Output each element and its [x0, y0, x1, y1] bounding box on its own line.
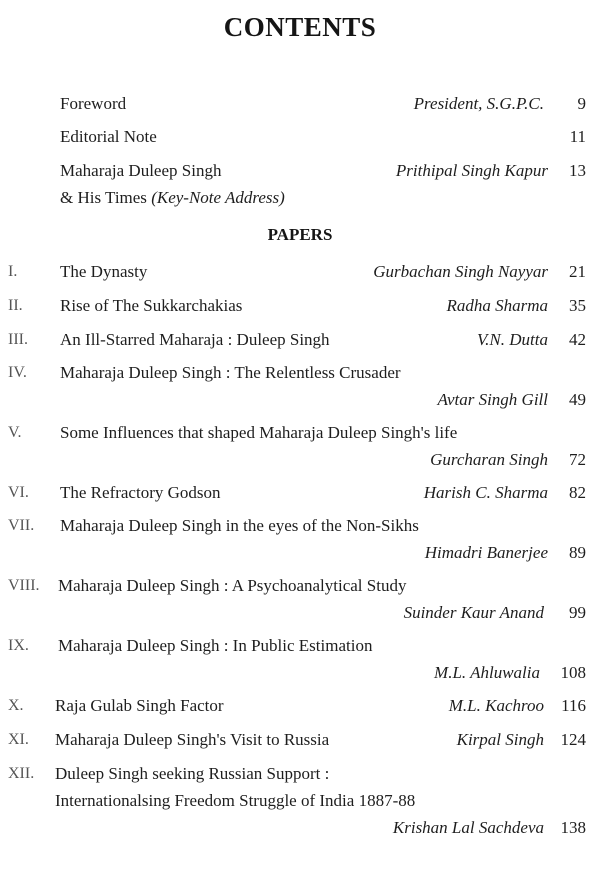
entry-title: Duleep Singh seeking Russian Support : — [55, 764, 330, 783]
entry-title: Editorial Note — [60, 127, 157, 146]
entry-number: IX. — [8, 637, 29, 654]
entry-title: The Refractory Godson — [60, 483, 221, 502]
entry-number: IV. — [8, 364, 27, 381]
entry-number: X. — [8, 697, 24, 714]
entry-page: 42 — [569, 330, 586, 349]
entry-page: 89 — [569, 543, 586, 562]
entry-number: II. — [8, 297, 23, 314]
toc-entry — [0, 574, 600, 598]
toc-entry — [0, 634, 600, 658]
entry-number: XI. — [8, 731, 29, 748]
entry-title: Maharaja Duleep Singh : The Relentless Crusader — [60, 363, 401, 382]
entry-title: Maharaja Duleep Singh's Visit to Russia — [55, 730, 330, 749]
toc-entry — [0, 92, 600, 116]
entry-title: Maharaja Duleep Singh in the eyes of the Non-Sikhs — [60, 516, 419, 535]
entry-number: VIII. — [8, 577, 40, 594]
entry-title: The Dynasty — [60, 262, 148, 281]
entry-author: Gurcharan Singh — [430, 450, 548, 469]
entry-number: III. — [8, 331, 28, 348]
entry-page: 108 — [560, 663, 586, 682]
entry-number: XII. — [8, 765, 35, 782]
entry-title-line2: & His Times — [60, 188, 147, 207]
section-heading: PAPERS — [267, 225, 333, 244]
entry-page: 138 — [560, 818, 586, 837]
entry-page: 9 — [577, 94, 586, 113]
entry-author: Prithipal Singh Kapur — [395, 161, 548, 180]
entry-page: 21 — [569, 262, 586, 281]
entry-author: V.N. Dutta — [476, 330, 548, 349]
entry-author: Himadri Banerjee — [424, 543, 548, 562]
entry-title: Raja Gulab Singh Factor — [55, 696, 224, 715]
toc-entry-continuation — [0, 186, 600, 210]
toc-entry-continuation — [0, 789, 600, 813]
toc-entry-author-line — [0, 541, 600, 565]
entry-author: Krishan Lal Sachdeva — [392, 818, 544, 837]
toc-entry — [0, 514, 600, 538]
entry-number: I. — [8, 263, 18, 280]
toc-entry — [0, 260, 600, 284]
entry-page: 72 — [569, 450, 586, 469]
entry-author: Kirpal Singh — [456, 730, 544, 749]
entry-title: Maharaja Duleep Singh : A Psychoanalytical Study — [58, 576, 407, 595]
toc-entry-author-line — [0, 661, 600, 685]
entry-page: 99 — [569, 603, 586, 622]
entry-page: 116 — [561, 696, 586, 715]
entry-author: Gurbachan Singh Nayyar — [373, 262, 548, 281]
toc-entry — [0, 159, 600, 183]
entry-author: M.L. Ahluwalia — [434, 663, 540, 682]
entry-page: 124 — [560, 730, 586, 749]
toc-entry — [0, 125, 600, 149]
entry-page: 11 — [569, 127, 586, 146]
entry-note: (Key-Note Address) — [151, 188, 285, 207]
entry-author: Suinder Kaur Anand — [403, 603, 544, 622]
entry-page: 13 — [569, 161, 586, 180]
toc-entry-author-line — [0, 388, 600, 412]
entry-title: Some Influences that shaped Maharaja Duleep Singh's life — [60, 423, 458, 442]
entry-page: 49 — [569, 390, 586, 409]
entry-author: Radha Sharma — [446, 296, 548, 315]
entry-title: Rise of The Sukkarchakias — [60, 296, 243, 315]
toc-entry — [0, 328, 600, 352]
toc-entry — [0, 294, 600, 318]
toc-entry — [0, 694, 600, 718]
entry-author: President, S.G.P.C. — [413, 94, 544, 113]
entry-author: Harish C. Sharma — [423, 483, 548, 502]
entry-number: VII. — [8, 517, 35, 534]
toc-entry-author-line — [0, 601, 600, 625]
entry-title: Maharaja Duleep Singh — [60, 161, 222, 180]
entry-title: Foreword — [60, 94, 127, 113]
entry-number: V. — [8, 424, 22, 441]
toc-entry-author-line — [0, 448, 600, 472]
toc-entry — [0, 361, 600, 385]
toc-entry — [0, 481, 600, 505]
entry-page: 82 — [569, 483, 586, 502]
toc-entry — [0, 728, 600, 752]
entry-title: An Ill-Starred Maharaja : Duleep Singh — [60, 330, 330, 349]
toc-entry — [0, 421, 600, 445]
entry-author: Avtar Singh Gill — [437, 390, 548, 409]
entry-title-line2: Internationalsing Freedom Struggle of India 1887-88 — [55, 791, 416, 810]
entry-author: M.L. Kachroo — [448, 696, 544, 715]
toc-entry-author-line — [0, 816, 600, 840]
toc-entry — [0, 762, 600, 786]
entry-page: 35 — [569, 296, 586, 315]
page-title: CONTENTS — [223, 12, 377, 42]
entry-number: VI. — [8, 484, 29, 501]
entry-title: Maharaja Duleep Singh : In Public Estimation — [58, 636, 373, 655]
